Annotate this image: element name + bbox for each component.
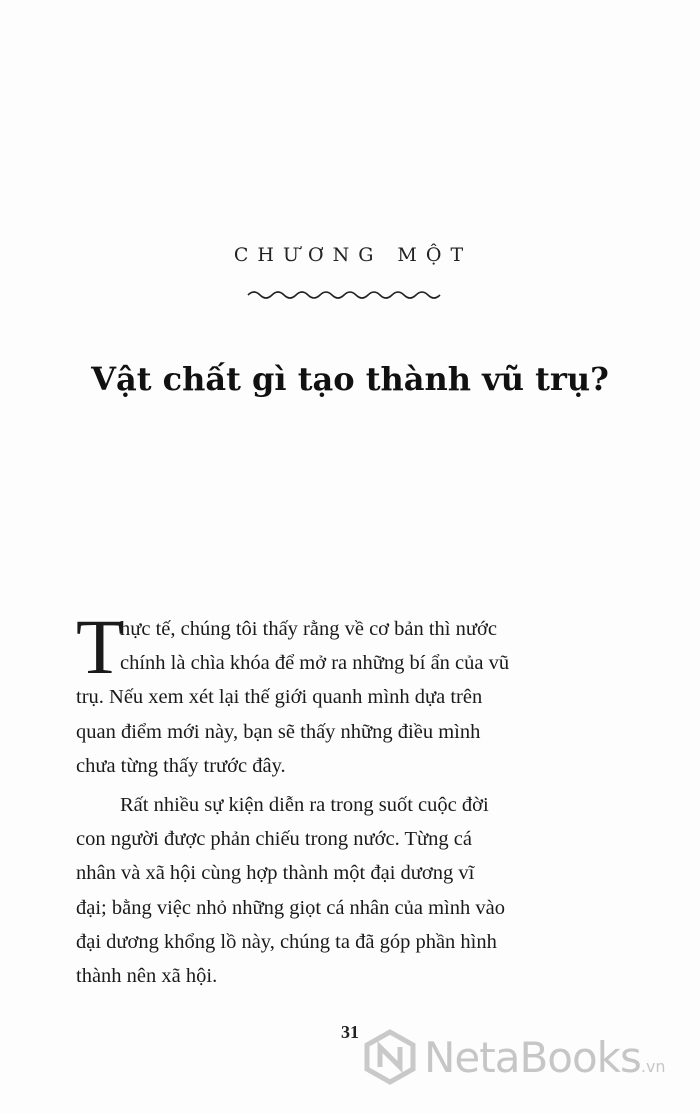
text-line: Rất nhiều sự kiện diễn ra trong suốt cuộc đời [120,794,489,816]
netabooks-logo-icon [362,1029,418,1085]
text-line: con người được phản chiếu trong nước. Từng cá [76,828,472,851]
text-line: chính là chìa khóa để mở ra những bí ẩn của vũ [120,652,510,675]
page-number: 31 [341,1022,359,1042]
chapter-title: Vật chất gì tạo thành vũ trụ? [91,360,609,398]
text-line: quan điểm mới này, bạn sẽ thấy những điều mình [76,720,481,743]
text-line: trụ. Nếu xem xét lại thế giới quanh mình dựa trên [76,686,483,709]
watermark-suffix: .vn [640,1056,666,1076]
drop-cap: T [76,603,124,690]
text-line: chưa từng thấy trước đây. [76,754,286,777]
watermark [362,1027,696,1087]
text-line: thành nên xã hội. [76,965,218,988]
text-line: hực tế, chúng tôi thấy rằng về cơ bản thì nước [120,618,497,640]
chapter-label: CHƯƠNG MỘT [233,244,473,266]
text-line: đại; bằng việc nhỏ những giọt cá nhân của mình vào [76,896,505,919]
paragraph-1 [76,603,632,783]
wave-divider-icon [246,288,442,302]
text-line: nhân và xã hội cùng hợp thành một đại dương vĩ [76,862,475,885]
watermark-brand: NetaBooks.vn [424,1032,666,1082]
text-line: đại dương khổng lồ này, chúng ta đã góp phần hình [76,930,497,953]
paragraph-2 [76,788,632,993]
